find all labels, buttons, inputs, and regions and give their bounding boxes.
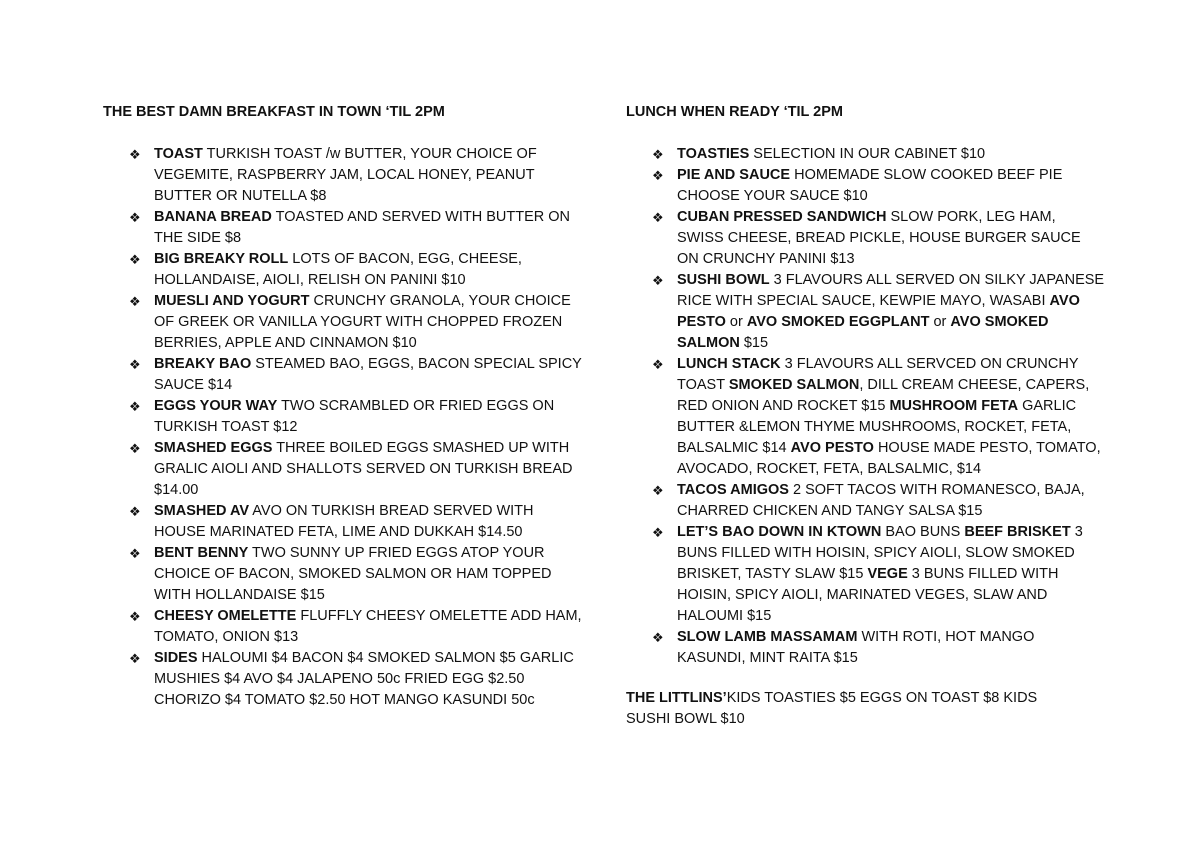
item-title: EGGS YOUR WAY [154, 398, 278, 414]
variant-desc: , DILL CREAM CHEESE, CAPERS, RED ONION AND ROCKET $15 [677, 377, 1090, 414]
diamond-bullet-icon: ❖ [652, 210, 664, 225]
diamond-bullet-icon: ❖ [652, 168, 664, 183]
variant-desc: HOUSE MADE PESTO, TOMATO, AVOCADO, ROCKET, FETA, BALSALMIC, $14 [677, 440, 1101, 477]
lunch-list [626, 144, 1106, 669]
menu-item-bao-down [652, 522, 1106, 627]
variant-desc: GARLIC BUTTER &LEMON THYME MUSHROOMS, ROCKET, FETA, BALSALMIC $14 [677, 398, 1077, 456]
menu-item-sides [129, 648, 583, 711]
item-desc: STEAMED BAO, EGGS, BACON SPECIAL SPICY SAUCE $14 [154, 356, 582, 393]
menu-item-pie-and-sauce [652, 165, 1106, 207]
diamond-bullet-icon: ❖ [129, 651, 141, 666]
option-separator: or [929, 314, 951, 330]
item-desc: HOMEMADE SLOW COOKED BEEF PIE CHOOSE YOUR SAUCE $10 [677, 167, 1063, 204]
item-title: MUESLI AND YOGURT [154, 293, 310, 309]
breakfast-column [103, 102, 583, 711]
item-title: TOAST [154, 146, 203, 162]
menu-item-slow-lamb [652, 627, 1106, 669]
menu-item-muesli [129, 291, 583, 354]
item-title: CHEESY OMELETTE [154, 608, 297, 624]
diamond-bullet-icon: ❖ [652, 483, 664, 498]
menu-item-toast [129, 144, 583, 207]
item-title: LET’S BAO DOWN IN KTOWN [677, 524, 882, 540]
item-desc: WITH ROTI, HOT MANGO KASUNDI, MINT RAITA $15 [677, 629, 1035, 666]
diamond-bullet-icon: ❖ [129, 504, 141, 519]
item-desc: AVO ON TURKISH BREAD SERVED WITH HOUSE MARINATED FETA, LIME AND DUKKAH $14.50 [154, 503, 534, 540]
variant-label: BEEF BRISKET [964, 524, 1071, 540]
item-desc: LOTS OF BACON, EGG, CHEESE, HOLLANDAISE, AIOLI, RELISH ON PANINI $10 [154, 251, 522, 288]
item-title: LUNCH STACK [677, 356, 781, 372]
item-desc: TURKISH TOAST /w BUTTER, YOUR CHOICE OF VEGEMITE, RASPBERRY JAM, LOCAL HONEY, PEANUT BUTTER OR NUTELLA $8 [154, 146, 537, 204]
menu-item-cuban-sandwich [652, 207, 1106, 270]
option-label: AVO SMOKED SALMON [677, 314, 1049, 351]
diamond-bullet-icon: ❖ [652, 630, 664, 645]
menu-item-bent-benny [129, 543, 583, 606]
item-title: SUSHI BOWL [677, 272, 770, 288]
item-desc: CRUNCHY GRANOLA, YOUR CHOICE OF GREEK OR VANILLA YOGURT WITH CHOPPED FROZEN BERRIES, APPLE AND CINNAMON $10 [154, 293, 571, 351]
item-desc: THREE BOILED EGGS SMASHED UP WITH GRALIC AIOLI AND SHALLOTS SERVED ON TURKISH BREAD $14.00 [154, 440, 573, 498]
item-title: SMASHED AV [154, 503, 250, 519]
variant-desc: 3 BUNS FILLED WITH HOISIN, SPICY AIOLI, MARINATED VEGES, SLAW AND HALOUMI $15 [677, 566, 1059, 624]
item-title: SLOW LAMB MASSAMAM [677, 629, 858, 645]
breakfast-heading: THE BEST DAMN BREAKFAST IN TOWN ‘TIL 2PM [103, 104, 445, 120]
item-price: $15 [739, 335, 769, 351]
item-title: CUBAN PRESSED SANDWICH [677, 209, 887, 225]
item-desc: TWO SUNNY UP FRIED EGGS ATOP YOUR CHOICE OF BACON, SMOKED SALMON OR HAM TOPPED WITH HOLLANDAISE $15 [154, 545, 552, 603]
diamond-bullet-icon: ❖ [652, 147, 664, 162]
diamond-bullet-icon: ❖ [652, 357, 664, 372]
diamond-bullet-icon: ❖ [129, 252, 141, 267]
diamond-bullet-icon: ❖ [652, 525, 664, 540]
variant-label: AVO PESTO [790, 440, 874, 456]
item-title: TOASTIES [677, 146, 750, 162]
item-desc: TOASTED AND SERVED WITH BUTTER ON THE SIDE $8 [154, 209, 570, 246]
menu-item-eggs-your-way [129, 396, 583, 438]
item-desc: TWO SCRAMBLED OR FRIED EGGS ON TURKISH TOAST $12 [154, 398, 555, 435]
lunch-column [626, 102, 1106, 745]
menu-item-tacos-amigos [652, 480, 1106, 522]
item-title: TACOS AMIGOS [677, 482, 789, 498]
diamond-bullet-icon: ❖ [129, 399, 141, 414]
variant-desc: 3 BUNS FILLED WITH HOISIN, SPICY AIOLI, SLOW SMOKED BRISKET, TASTY SLAW $15 [677, 524, 1083, 582]
diamond-bullet-icon: ❖ [129, 546, 141, 561]
diamond-bullet-icon: ❖ [129, 147, 141, 162]
kids-desc: KIDS TOASTIES $5 EGGS ON TOAST $8 KIDS SUSHI BOWL $10 [626, 690, 1038, 727]
diamond-bullet-icon: ❖ [652, 273, 664, 288]
item-title: BANANA BREAD [154, 209, 272, 225]
option-separator: or [725, 314, 747, 330]
variant-label: MUSHROOM FETA [889, 398, 1019, 414]
item-title: BENT BENNY [154, 545, 249, 561]
menu-item-smashed-eggs [129, 438, 583, 501]
menu-item-lunch-stack [652, 354, 1106, 480]
diamond-bullet-icon: ❖ [129, 357, 141, 372]
lunch-heading: LUNCH WHEN READY ‘TIL 2PM [626, 104, 843, 120]
option-label: AVO SMOKED EGGPLANT [746, 314, 930, 330]
diamond-bullet-icon: ❖ [129, 294, 141, 309]
variant-label: VEGE [867, 566, 908, 582]
item-title: BREAKY BAO [154, 356, 252, 372]
menu-item-toasties [652, 144, 1106, 165]
item-desc: FLUFFLY CHEESY OMELETTE ADD HAM, TOMATO, ONION $13 [154, 608, 582, 645]
diamond-bullet-icon: ❖ [129, 609, 141, 624]
kids-title: THE LITTLINS’ [626, 690, 727, 706]
menu-item-sushi-bowl [652, 270, 1106, 354]
menu-item-banana-bread [129, 207, 583, 249]
menu-item-smashed-av [129, 501, 583, 543]
menu-item-big-breaky-roll [129, 249, 583, 291]
item-desc: BAO BUNS [881, 524, 965, 540]
option-label: AVO PESTO [677, 293, 1080, 330]
item-desc: HALOUMI $4 BACON $4 SMOKED SALMON $5 GARLIC MUSHIES $4 AVO $4 JALAPENO 50c FRIED EGG $2.50 CHORIZO $4 TOMATO $2.50 HOT MANGO KASUNDI 50c [154, 650, 574, 708]
item-title: PIE AND SAUCE [677, 167, 791, 183]
breakfast-list [103, 144, 583, 711]
item-title: SMASHED EGGS [154, 440, 273, 456]
diamond-bullet-icon: ❖ [129, 210, 141, 225]
item-desc: 3 FLAVOURS ALL SERVED ON SILKY JAPANESE RICE WITH SPECIAL SAUCE, KEWPIE MAYO, WASABI [677, 272, 1105, 309]
menu-item-breaky-bao [129, 354, 583, 396]
menu-item-cheesy-omelette [129, 606, 583, 648]
item-title: SIDES [154, 650, 198, 666]
variant-label: SMOKED SALMON [728, 377, 860, 393]
item-title: BIG BREAKY ROLL [154, 251, 289, 267]
item-desc: 2 SOFT TACOS WITH ROMANESCO, BAJA, CHARRED CHICKEN AND TANGY SALSA $15 [677, 482, 1085, 519]
kids-menu [626, 688, 1081, 730]
diamond-bullet-icon: ❖ [129, 441, 141, 456]
item-desc: 3 FLAVOURS ALL SERVCED ON CRUNCHY TOAST [677, 356, 1079, 393]
item-desc: SLOW PORK, LEG HAM, SWISS CHEESE, BREAD PICKLE, HOUSE BURGER SAUCE ON CRUNCHY PANINI $13 [677, 209, 1081, 267]
item-desc: SELECTION IN OUR CABINET $10 [749, 146, 986, 162]
